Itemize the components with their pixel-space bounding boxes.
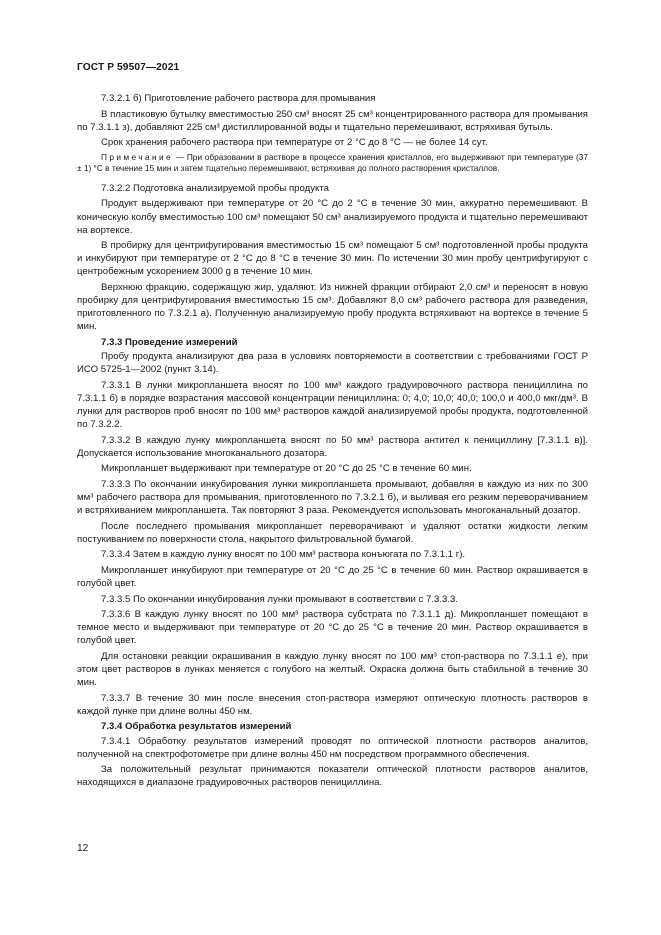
body-paragraph: В пробирку для центрифугирования вместимостью 15 см³ помещают 5 см³ подготовленной пробы продукта и инкубируют при температуре от 2 °С до 8 °С в течение 30 мин. По истечении 30 мин пробу центрифугируют с центробежным ускорением 3000 g в течение 10 мин. <box>77 240 588 278</box>
body-paragraph: 7.3.2.1 б) Приготовление рабочего раствора для промывания <box>101 93 376 104</box>
body-paragraph: Срок хранения рабочего раствора при температуре от 2 °С до 8 °С — не более 14 сут. <box>101 137 488 149</box>
body-paragraph: 7.3.4.1 Обработку результатов измерений проводят по оптической плотности растворов аналитов, полученной на спектрофотометре при длине волны 450 нм посредством программного обеспечения. <box>77 735 588 760</box>
body-paragraph: За положительный результат принимаются показатели оптической плотности растворов аналитов, находящихся в диапазоне градуировочных растворов пенициллина. <box>77 764 588 789</box>
note-paragraph <box>77 152 588 175</box>
body-paragraph: 7.3.3.2 В каждую лунку микропланшета вносят по 50 мм³ раствора антител к пенициллину [7.3.1.1 в)]. Допускается использование многоканального дозатора. <box>77 434 588 459</box>
page-number: 12 <box>77 843 89 854</box>
note-label: Примечание <box>101 151 174 162</box>
document-body <box>77 92 588 792</box>
note-text: — При образовании в растворе в процессе хранения кристаллов, его выдерживают при температуре (37 ± 1) °С в течение 15 мин и затем тщательно перемешивают, встряхивая до полного растворения кристаллов. <box>77 151 588 174</box>
body-paragraph: Пробу продукта анализируют два раза в условиях повторяемости в соответствии с требованиями ГОСТ Р ИСО 5725-1—2002 (пункт 3.14). <box>77 351 588 376</box>
document-header: ГОСТ Р 59507—2021 <box>77 62 180 73</box>
body-paragraph: 7.3.3.5 По окончании инкубирования лунки промывают в соответствии с 7.3.3.3. <box>101 593 459 605</box>
body-paragraph: Микропланшет инкубируют при температуре от 20 °С до 25 °С в течение 60 мин. Раствор окрашивается в голубой цвет. <box>77 564 588 589</box>
body-paragraph: Верхнюю фракцию, содержащую жир, удаляют. Из нижней фракции отбирают 2,0 см³ и переносят в новую пробирку для центрифугирования вместимостью 15 см³. Добавляют 8,0 см³ рабочего раствора для разведения, приготовленного по 7.3.2.1 а). Полученную анализируемую пробу продукта встряхивают на вортексе в течение 5 мин. <box>77 282 588 333</box>
body-paragraph: 7.3.3.3 По окончании инкубирования лунки микропланшета промывают, добавляя в каждую из них по 300 мм³ рабочего раствора для промывания, приготовленного по 7.3.2.1 б), и выливая его резким переворачиванием и встряхиванием микропланшета. Так повторяют 3 раза. Рекомендуется использовать многоканальный дозатор. <box>77 478 588 517</box>
section-heading: 7.3.4 Обработка результатов измерений <box>101 721 292 733</box>
body-paragraph: 7.3.3.1 В лунки микропланшета вносят по 100 мм³ каждого градуировочного раствора пенициллина по 7.3.1.1 б) в порядке возрастания массовой концентрации пенициллина: 0; 4,0; 10,0; 40,0; 100,0 и 400,0 мкг/дм³. В лунки для растворов проб вносят по 100 мм³ растворов каждой анализируемой пробы продукта, подготовленной по 7.3.2.2. <box>77 379 588 430</box>
body-paragraph: 7.3.2.2 Подготовка анализируемой пробы продукта <box>101 182 329 194</box>
body-paragraph: В пластиковую бутылку вместимостью 250 см³ вносят 25 см³ концентрированного раствора для промывания по 7.3.1.1 з), добавляют 225 см³ дистиллированной воды и тщательно перемешивают, встряхивая бутыль. <box>77 108 588 133</box>
body-paragraph: 7.3.3.6 В каждую лунку вносят по 100 мм³ раствора субстрата по 7.3.1.1 д). Микропланшет помещают в темное место и выдерживают при температуре от 20 °С до 25 °С в течение 20 мин. Раствор окрашивается в голубой цвет. <box>77 609 588 647</box>
body-paragraph: 7.3.3.4 Затем в каждую лунку вносят по 100 мм³ раствора конъюгата по 7.3.1.1 г). <box>101 549 466 561</box>
body-paragraph: Продукт выдерживают при температуре от 20 °С до 2 °С в течение 30 мин, аккуратно перемешивают. В коническую колбу вместимостью 100 см³ помещают 50 см³ анализируемого продукта и тщательно перемешивают на вортексе. <box>77 198 588 236</box>
section-heading: 7.3.3 Проведение измерений <box>101 336 238 348</box>
body-paragraph: Микропланшет выдерживают при температуре от 20 °С до 25 °С в течение 60 мин. <box>101 463 472 475</box>
body-paragraph: Для остановки реакции окрашивания в каждую лунку вносят по 100 мм³ стоп-раствора по 7.3.1.1 е), при этом цвет растворов в лунках меняется с голубого на желтый. Окраска должна быть стабильной в течение 30 мин. <box>77 650 588 689</box>
body-paragraph: После последнего промывания микропланшет переворачивают и удаляют остатки жидкости легким постукиванием по поверхности стола, накрытого фильтровальной бумагой. <box>77 520 588 545</box>
body-paragraph: 7.3.3.7 В течение 30 мин после внесения стоп-раствора измеряют оптическую плотность растворов в каждой лунке при длине волны 450 нм. <box>77 692 588 717</box>
